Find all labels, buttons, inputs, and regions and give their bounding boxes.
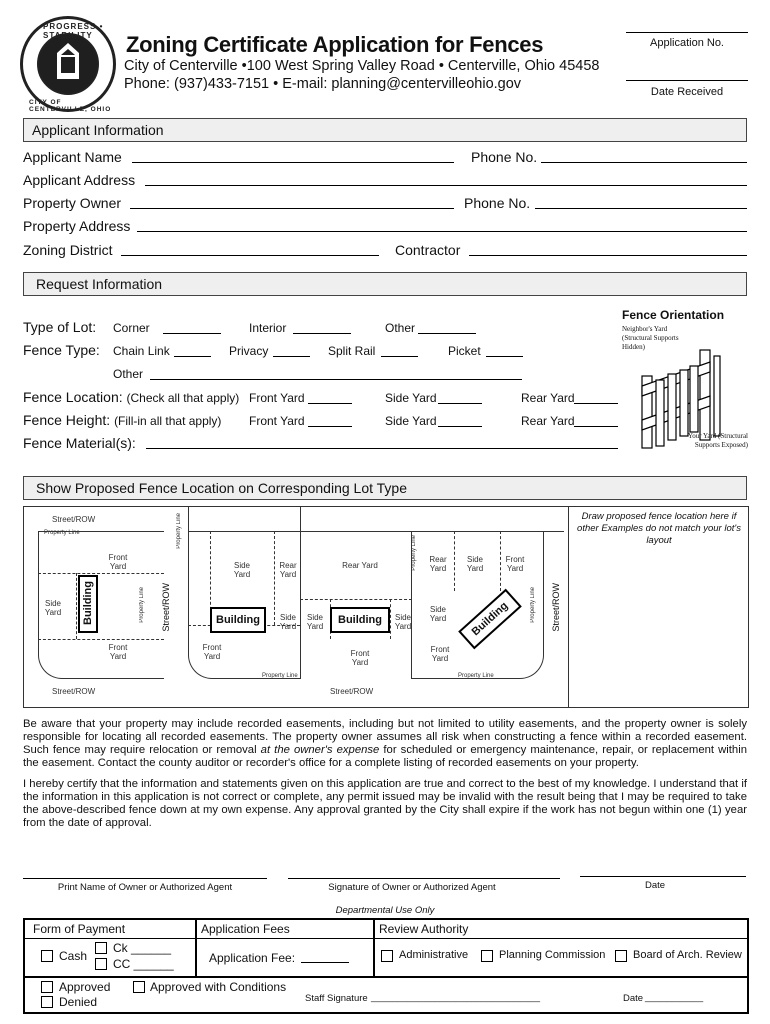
easement-notice: Be aware that your property may include recorded easements, including but not limited to utility easements, and the property owner is solely responsible for locating all recorded easements. The property owner assumes all risk when constructing a fence within a recorded easement. Such fence may require relocation or removal at the owner's expense for scheduled or emergency maintenance, repair, or replacement within the easement. Contact the county auditor or recorder's office for a complete listing of recorded easements on your property.: [23, 718, 747, 769]
dept-divider-1: [195, 920, 197, 976]
your-yard-note: Your Yard (Structural Supports Exposed): [687, 432, 748, 449]
corner-side-yard: Side Yard: [44, 599, 62, 617]
seal-emblem: [37, 33, 99, 95]
corner-street-right: Street/ROW: [161, 583, 171, 632]
lots-street-bottom: Street/ROW: [330, 687, 374, 696]
date-received-line[interactable]: [626, 80, 748, 81]
corner-setback-top: [38, 573, 164, 574]
height-side-yard-field[interactable]: [438, 426, 482, 427]
dept-header-line: [25, 938, 747, 939]
corner-building: Building: [78, 575, 98, 633]
applicant-section-header: Applicant Information: [23, 118, 747, 142]
dept-row-line: [25, 976, 747, 978]
split-rail-label: Split Rail: [328, 344, 376, 358]
fence-type-label: Fence Type:: [23, 342, 100, 358]
location-rear-yard-field[interactable]: [574, 403, 618, 404]
city-address: City of Centerville •100 West Spring Valley Road • Centerville, Ohio 45458: [124, 58, 600, 74]
application-fee-label: Application Fee:: [209, 951, 296, 965]
corner-property-line-v2: Property Line: [176, 513, 182, 549]
cash-label: Cash: [59, 949, 88, 963]
application-fee-field[interactable]: [301, 962, 349, 963]
lot-a-side-yard-2: Side Yard: [279, 613, 297, 631]
phone-no-label: Phone No.: [471, 149, 538, 165]
lot-a-front-yard: Front Yard: [202, 643, 222, 661]
divider-2: [300, 507, 301, 531]
administrative-checkbox[interactable]: [381, 950, 393, 962]
applicant-name-label: Applicant Name: [23, 149, 122, 165]
planning-commission-checkbox[interactable]: [481, 950, 493, 962]
lot-b-side-yard-l: Side Yard: [306, 613, 324, 631]
location-rear-yard-label: Rear Yard: [521, 391, 575, 405]
lot-b-dash-1: [300, 599, 412, 600]
property-address-field[interactable]: [137, 231, 747, 232]
picket-label: Picket: [448, 344, 481, 358]
corner-front-yard-top: Front Yard: [108, 553, 128, 571]
lot-b-property-line-v: Property Line: [411, 535, 417, 571]
form-of-payment-label: Form of Payment: [33, 922, 126, 936]
lot-c-front-yard: Front Yard: [430, 645, 450, 663]
board-arch-checkbox[interactable]: [615, 950, 627, 962]
phone-no-field[interactable]: [541, 162, 747, 163]
denied-checkbox[interactable]: [41, 996, 53, 1008]
draw-area-divider: [568, 507, 569, 707]
other-type-field[interactable]: [150, 379, 522, 380]
neighbor-yard-note: Neighbor's Yard (Structural Supports Hidden): [622, 325, 679, 351]
dept-divider-2: [373, 920, 375, 976]
cc-checkbox[interactable]: [95, 958, 107, 970]
lot-a-building: Building: [210, 607, 266, 633]
interior-field[interactable]: [293, 333, 351, 334]
zoning-district-field[interactable]: [121, 255, 379, 256]
contractor-field[interactable]: [469, 255, 747, 256]
height-front-yard-label: Front Yard: [249, 414, 305, 428]
lot-b-rear-yard: Rear Yard: [342, 561, 378, 570]
diagram-section-header: Show Proposed Fence Location on Corresponding Lot Type: [23, 476, 747, 500]
picket-field[interactable]: [486, 356, 523, 357]
ck-label: Ck ______: [113, 941, 172, 955]
approved-label: Approved: [59, 980, 111, 994]
staff-date-label: Date: [623, 993, 644, 1004]
height-rear-yard-label: Rear Yard: [521, 414, 575, 428]
staff-signature-label: Staff Signature: [305, 993, 368, 1004]
corner-setback-bottom: [38, 639, 164, 640]
application-no-label: Application No.: [650, 37, 724, 49]
print-name-label: Print Name of Owner or Authorized Agent: [57, 882, 233, 893]
planning-commission-label: Planning Commission: [499, 949, 606, 961]
lot-a-rear-yard: Rear Yard: [279, 561, 297, 579]
ck-checkbox[interactable]: [95, 942, 107, 954]
seal-top-text: PROGRESS • STABILITY: [43, 22, 104, 40]
other-lot-field[interactable]: [418, 333, 476, 334]
height-rear-yard-field[interactable]: [574, 426, 618, 427]
administrative-label: Administrative: [399, 949, 469, 961]
corner-street-bottom: Street/ROW: [52, 687, 96, 696]
lot-c-front-yard-top: Front Yard: [505, 555, 525, 573]
lot-b-side-yard-r: Side Yard: [394, 613, 412, 631]
location-front-yard-field[interactable]: [308, 403, 352, 404]
city-contact: Phone: (937)433-7151 • E-mail: planning@centervilleohio.gov: [124, 76, 522, 92]
date-received-label: Date Received: [650, 86, 724, 98]
seal-bottom-text: CITY OF CENTERVILLE, OHIO: [29, 99, 112, 113]
fence-height-label: Fence Height: (Fill-in all that apply): [23, 412, 222, 428]
lot-c-rear-yard: Rear Yard: [429, 555, 447, 573]
signature-label: Signature of Owner or Authorized Agent: [328, 882, 496, 893]
review-authority-label: Review Authority: [379, 922, 469, 936]
lot-a-property-line: Property Line: [262, 673, 298, 679]
lot-a-dash-2: [274, 531, 275, 625]
approved-conditions-label: Approved with Conditions: [150, 980, 287, 994]
fence-materials-label: Fence Material(s):: [23, 435, 136, 451]
applicant-address-field[interactable]: [145, 185, 747, 186]
lot-c-dash-2: [500, 531, 501, 591]
chain-link-label: Chain Link: [113, 344, 170, 358]
draw-area-note: Draw proposed fence location here if other Examples do not match your lot's layout: [577, 511, 741, 546]
applicant-address-label: Applicant Address: [23, 172, 136, 188]
property-owner-field[interactable]: [130, 208, 454, 209]
corner-label: Corner: [113, 321, 150, 335]
cc-label: CC ______: [113, 957, 174, 971]
other-type-label: Other: [113, 367, 144, 381]
phone-no-2-field[interactable]: [535, 208, 747, 209]
signature-line[interactable]: [288, 878, 560, 879]
city-seal: [20, 16, 116, 112]
privacy-label: Privacy: [229, 344, 269, 358]
location-side-yard-label: Side Yard: [385, 391, 437, 405]
split-rail-field[interactable]: [381, 356, 418, 357]
other-lot-label: Other: [385, 321, 416, 335]
lot-diagram-area[interactable]: [23, 506, 749, 708]
property-address-label: Property Address: [23, 218, 131, 234]
approved-checkbox[interactable]: [41, 981, 53, 993]
applicant-name-field[interactable]: [132, 162, 454, 163]
lot-c-property-line: Property Line: [458, 673, 494, 679]
corner-street-top: Street/ROW: [52, 515, 96, 524]
corner-field[interactable]: [163, 333, 221, 334]
height-side-yard-label: Side Yard: [385, 414, 437, 428]
corner-front-yard-bottom: Front Yard: [108, 643, 128, 661]
departmental-use-table: [23, 918, 749, 1014]
location-side-yard-field[interactable]: [438, 403, 482, 404]
certification-statement: I hereby certify that the information and statements given on this application are true and correct to the best of my knowledge. I understand that if the information in this application is not correct or complete, any permit issued may be invalid with the result being that I may be required to take the above-described fence down at my own expense. Any approval granted by the City shall expire if the work has not begun within one (1) year from the date of approval.: [23, 778, 747, 829]
chain-link-field[interactable]: [174, 356, 211, 357]
property-owner-label: Property Owner: [23, 195, 122, 211]
lot-b-dash-3: [390, 599, 391, 639]
height-front-yard-field[interactable]: [308, 426, 352, 427]
lot-c-side-yard-left: Side Yard: [429, 605, 447, 623]
staff-date-field[interactable]: ___________: [645, 992, 704, 1003]
dept-use-title: Departmental Use Only: [335, 905, 435, 916]
interior-label: Interior: [249, 321, 287, 335]
zoning-district-label: Zoning District: [23, 242, 113, 258]
page-title: Zoning Certificate Application for Fences: [126, 32, 544, 57]
fence-orientation-title: Fence Orientation: [622, 308, 725, 322]
application-fees-label: Application Fees: [201, 922, 290, 936]
request-section-header: Request Information: [23, 272, 747, 296]
contractor-label: Contractor: [395, 242, 461, 258]
lot-a-side-yard: Side Yard: [233, 561, 251, 579]
privacy-field[interactable]: [273, 356, 310, 357]
lot-b-front-yard: Front Yard: [350, 649, 370, 667]
board-arch-label: Board of Arch. Review: [633, 949, 742, 961]
corner-property-line: Property Line: [44, 530, 80, 536]
lot-c-building: Building: [458, 589, 522, 650]
fence-location-label: Fence Location: (Check all that apply): [23, 389, 240, 405]
date-sign-line[interactable]: [580, 876, 746, 877]
application-no-line[interactable]: [626, 32, 748, 33]
denied-label: Denied: [59, 995, 98, 1009]
corner-property-line-v: Property Line: [139, 587, 145, 623]
type-of-lot-label: Type of Lot:: [23, 319, 97, 335]
lot-c-property-line-v: Property Line: [530, 587, 536, 623]
lot-c-side-yard-top: Side Yard: [466, 555, 484, 573]
cash-checkbox[interactable]: [41, 950, 53, 962]
lots-street-right: Street/ROW: [551, 583, 561, 632]
divider-1: [188, 507, 189, 531]
phone-no-2-label: Phone No.: [464, 195, 531, 211]
corner-setback-left: [76, 573, 77, 639]
location-front-yard-label: Front Yard: [249, 391, 305, 405]
lot-b-building: Building: [330, 607, 390, 633]
staff-signature-field[interactable]: ________________________________: [371, 992, 541, 1003]
date-sign-label: Date: [644, 880, 666, 891]
fence-materials-field[interactable]: [146, 448, 618, 449]
lot-c-dash-1: [454, 531, 455, 591]
print-name-line[interactable]: [23, 878, 267, 879]
approved-conditions-checkbox[interactable]: [133, 981, 145, 993]
